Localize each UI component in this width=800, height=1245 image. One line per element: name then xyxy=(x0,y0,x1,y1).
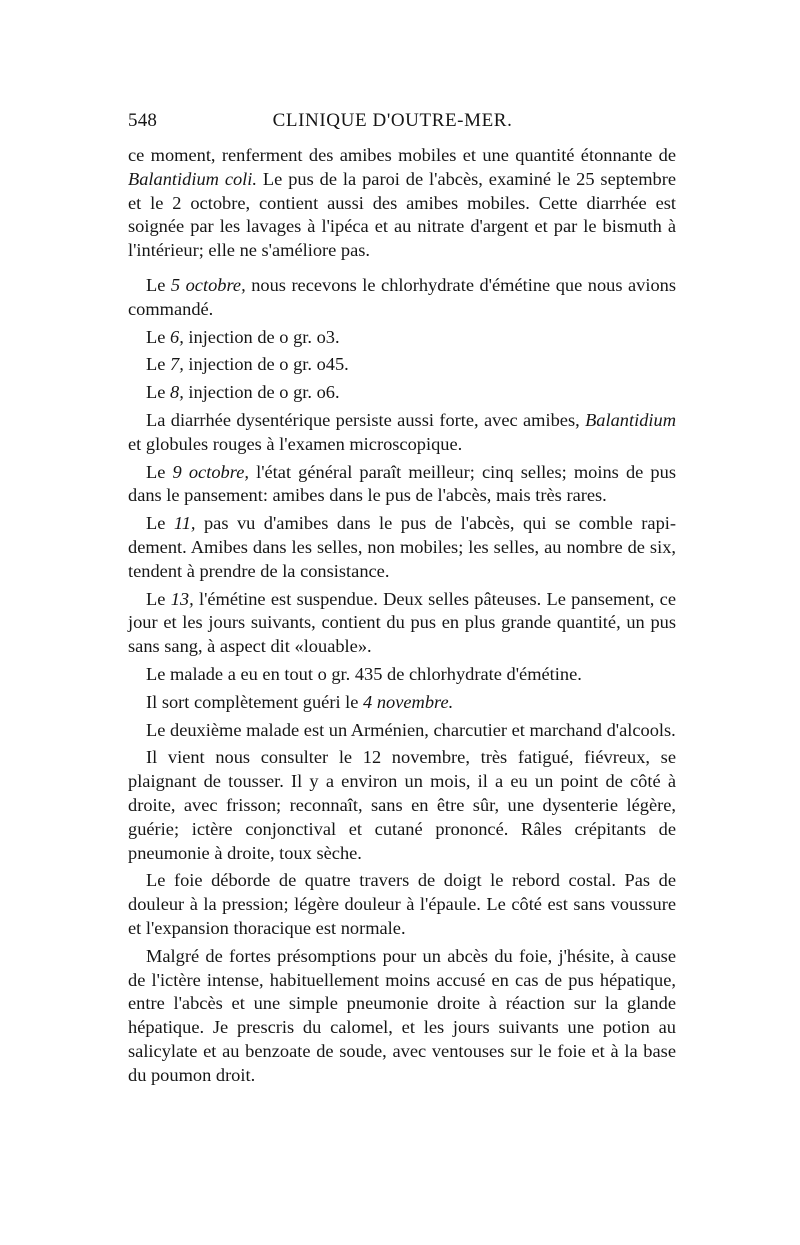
paragraph xyxy=(128,461,676,509)
book-page xyxy=(128,110,676,1087)
paragraph xyxy=(128,719,676,743)
running-title: CLINIQUE D'OUTRE-MER. xyxy=(272,110,513,131)
italic-text: 13, xyxy=(170,588,194,609)
text-run: nous recevons le chlorhydrate d'émétine que nous avions commandé. xyxy=(128,274,677,319)
paragraph xyxy=(128,326,676,350)
text-run: l'émétine est suspendue. Deux selles pâteuses. Le pansement, ce jour et les jours suivants, contient du pus en plus grande quantité, un pus sans sang, à aspect dit «louable». xyxy=(128,588,676,657)
paragraph xyxy=(128,353,676,377)
paragraph xyxy=(128,945,676,1088)
text-run: Le deuxième malade est un Arménien, charcutier et marchand d'alcools. xyxy=(146,719,676,740)
text-run: pas vu d'amibes dans le pus de l'abcès, qui se comble rapidement. Amibes dans les selles, non mobiles; les selles, au nombre de six, tendent à prendre de la consistance. xyxy=(128,513,677,581)
paragraph xyxy=(128,274,676,322)
paragraph xyxy=(128,381,676,405)
italic-text: 4 novembre. xyxy=(363,691,454,712)
italic-text: 11, xyxy=(173,513,196,534)
text-run: Le xyxy=(146,382,170,403)
text-run: Malgré de fortes présomptions pour un abcès du foie, j'hésite, à cause de l'ictère intense, habituellement moins accusé en cas de pus hépatique, entre l'abcès et une simple pneumonie droite à réaction sur la glande hépatique. Je prescris du calomel, et les jours suivants une potion au salicylate et au benzoate de soude, avec ventouses sur le foie et à la base du poumon droit. xyxy=(128,945,676,1085)
paragraph xyxy=(128,869,676,940)
text-run: et globules rouges à l'examen microscopique. xyxy=(128,433,463,454)
paragraph xyxy=(128,588,676,659)
body-text xyxy=(128,144,676,1087)
text-run: Le xyxy=(146,513,174,534)
text-run: injection de o gr. o6. xyxy=(183,382,340,403)
text-run: Le foie déborde de quatre travers de doigt le rebord costal. Pas de douleur à la pression; légère douleur à l'épaule. Le côté est sans voussure et l'expansion thoracique est normale. xyxy=(128,870,676,938)
paragraph xyxy=(128,144,676,263)
italic-text: 5 octobre, xyxy=(170,274,246,295)
text-run: Il sort complètement guéri le xyxy=(146,691,364,712)
text-run: injection de o gr. o45. xyxy=(183,354,349,375)
italic-text: 6, xyxy=(170,326,184,347)
text-run: Le xyxy=(146,354,170,375)
text-run: Le xyxy=(146,461,173,482)
text-run: Le xyxy=(146,326,170,347)
text-run: Le pus de la paroi de l'abcès, examiné le 25 septembre et le 2 octobre, contient aussi des amibes mobiles. Cette diarrhée est soignée par les lavages à l'ipéca et au nitrate d'argent et par le bismuth à l'intérieur; elle ne s'améliore pas. xyxy=(128,168,677,261)
text-run: l'état général paraît meilleur; cinq selles; moins de pus dans le pansement: amibes dans le pus de l'abcès, mais très rares. xyxy=(128,461,676,506)
text-run: Le xyxy=(146,274,171,295)
text-run: Le malade a eu en tout o gr. 435 de chlorhydrate d'émétine. xyxy=(146,663,582,684)
text-run: ce moment, renferment des amibes mobiles et une quantité étonnante de xyxy=(128,145,676,165)
italic-text: Balantidium xyxy=(585,409,676,430)
italic-text: 7, xyxy=(170,354,184,375)
paragraph xyxy=(128,691,676,715)
italic-text: Balantidium coli. xyxy=(128,168,258,189)
text-run: injection de o gr. o3. xyxy=(183,326,340,347)
running-header xyxy=(128,110,676,144)
paragraph xyxy=(128,512,676,583)
text-run: La diarrhée dysentérique persiste aussi forte, avec amibes, xyxy=(146,409,586,430)
text-run: Le xyxy=(146,588,171,609)
paragraph xyxy=(128,409,676,457)
text-run: Il vient nous consulter le 12 novembre, très fatigué, fiévreux, se plaignant de tousser. Il y a environ un mois, il a eu un point de côté à droite, avec frisson; reconnaît, sans en être sûr, une dysenterie légère, guérie; ictère conjonctival et cutané prononcé. Râles crépitants de pneumonie à droite, toux sèche. xyxy=(128,747,676,863)
italic-text: 9 octobre, xyxy=(172,461,249,482)
paragraph xyxy=(128,663,676,687)
italic-text: 8, xyxy=(170,382,184,403)
page-number: 548 xyxy=(128,110,158,131)
paragraph xyxy=(128,746,676,865)
